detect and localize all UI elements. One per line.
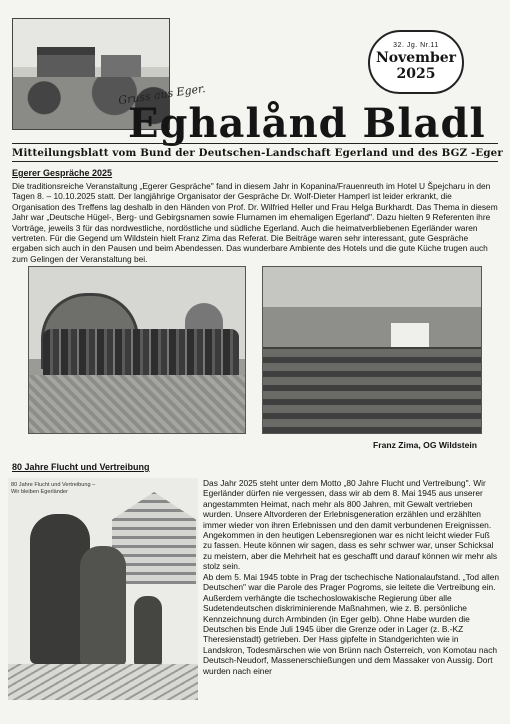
refugee-drawing [8,478,198,700]
photo-caption: Franz Zima, OG Wildstein [373,440,478,450]
newsletter-title: Eghalånd Bladl [128,100,486,147]
article2-paragraph-2: Ab dem 5. Mai 1945 tobte in Prag der tschechische Nationalaufstand. „Tod allen Deutschen" war die Parole des Prager Pogroms, sie leitete die Vertreibung ein. Außerdem verhängte die tschechoslowakische Regierung über alle Sudetendeutschen diskriminierende Maßnahmen, wie z. B. persönliche Kennzeichnung durch Armbinden (in Eger gelb). Ohne Habe wurden die Deutschen bis Ende Juli 1945 über die Grenze oder in Lager (z. B.-KZ Theresienstadt) getrieben. Der Hass gipfelte in Standgerichten wie in Landskron, Todesmärschen wie von Brünn nach Österreich, von Komotau nach Deutsch-Neudorf, Massenerschießungen und dem Massaker von Aussig. Dort wurden nach einer [203,572,500,676]
drawing-caption-line-2: Wir bleiben Egerländer [11,489,68,495]
subtitle-rule [12,161,498,162]
article1-heading: Egerer Gespräche 2025 [12,168,113,178]
issue-badge [368,30,464,94]
issue-month: November [375,50,457,66]
title-rule [12,143,498,144]
drawing-caption-line-1: 80 Jahre Flucht und Vertreibung – [11,482,96,488]
gruss-aus-eger-label: Gruss aus Eger. [117,81,207,108]
issue-number: 32. Jg. Nr.11 [393,42,439,49]
conference-room-photo [262,266,482,434]
article1-text: Die traditionsreiche Veranstaltung „Egerer Gespräche" fand in diesem Jahr in Kopanina/Frauenreuth im Hotel U Špejcharu in den Tagen 8. – 10.10.2025 statt. Der langjährige Organisator der Gespräche Dr. Wolf-Dieter Hamperl ist leider erkrankt, die Organisation des Treffens lag deshalb in den Händen von Prof. Dr. Wilfried Heller und Frau Helga Burkhardt. Das Thema in diesem Jahr war „Deutsche Hügel-, Berg- und Gebirgsnamen sowie Flurnamen im ehemaligen Egerland". Dazu hielten 9 Referenten ihre Vorträge, jeweils 3 für das nordwestliche, nordöstliche und südliche Egerland. Auch die heimatverbliebenen Egerländer waren vertreten. Für die Gegend um Wildstein hielt Franz Zima das Referat. Die Beiträge waren sehr interessant, gute Gespräche ergaben sich auch in den Pausen und beim Abendessen. Das wunderbare Ambiente des Hotels und die gute Küche trugen auch zum Gelingen der Veranstaltung bei. [12,181,498,264]
drawing-caption [11,482,95,496]
issue-year: 2025 [396,66,436,82]
article2-heading: 80 Jahre Flucht und Vertreibung [12,462,150,472]
article2-paragraph-1: Das Jahr 2025 steht unter dem Motto „80 Jahre Flucht und Vertreibung". Wir Egerländer dürfen nie vergessen, dass wir ab dem 8. Mai 1945 aus unserer angestammten Heimat, nach mehr als 800 Jahren, mit Gewalt vertrieben wurden. Unsere Altvorderen der Erlebnisgeneration erzählen und erzählten immer wieder von ihren Erlebnissen und den damit verbundenen Ereignissen. Angekommen in den heutigen Lebensregionen war es nicht leicht wieder Fuß zu fassen. Heute können wir sagen, dass es sehr schwer war, unser Schicksal zu meistern, aber die Mehrheit hat es geschafft und darauf können wir mehr als stolz sein. [203,478,498,572]
newsletter-subtitle: Mitteilungsblatt vom Bund der Deutschen-Landschaft Egerland und des BGZ -Eger [12,147,503,159]
group-photo [28,266,246,434]
